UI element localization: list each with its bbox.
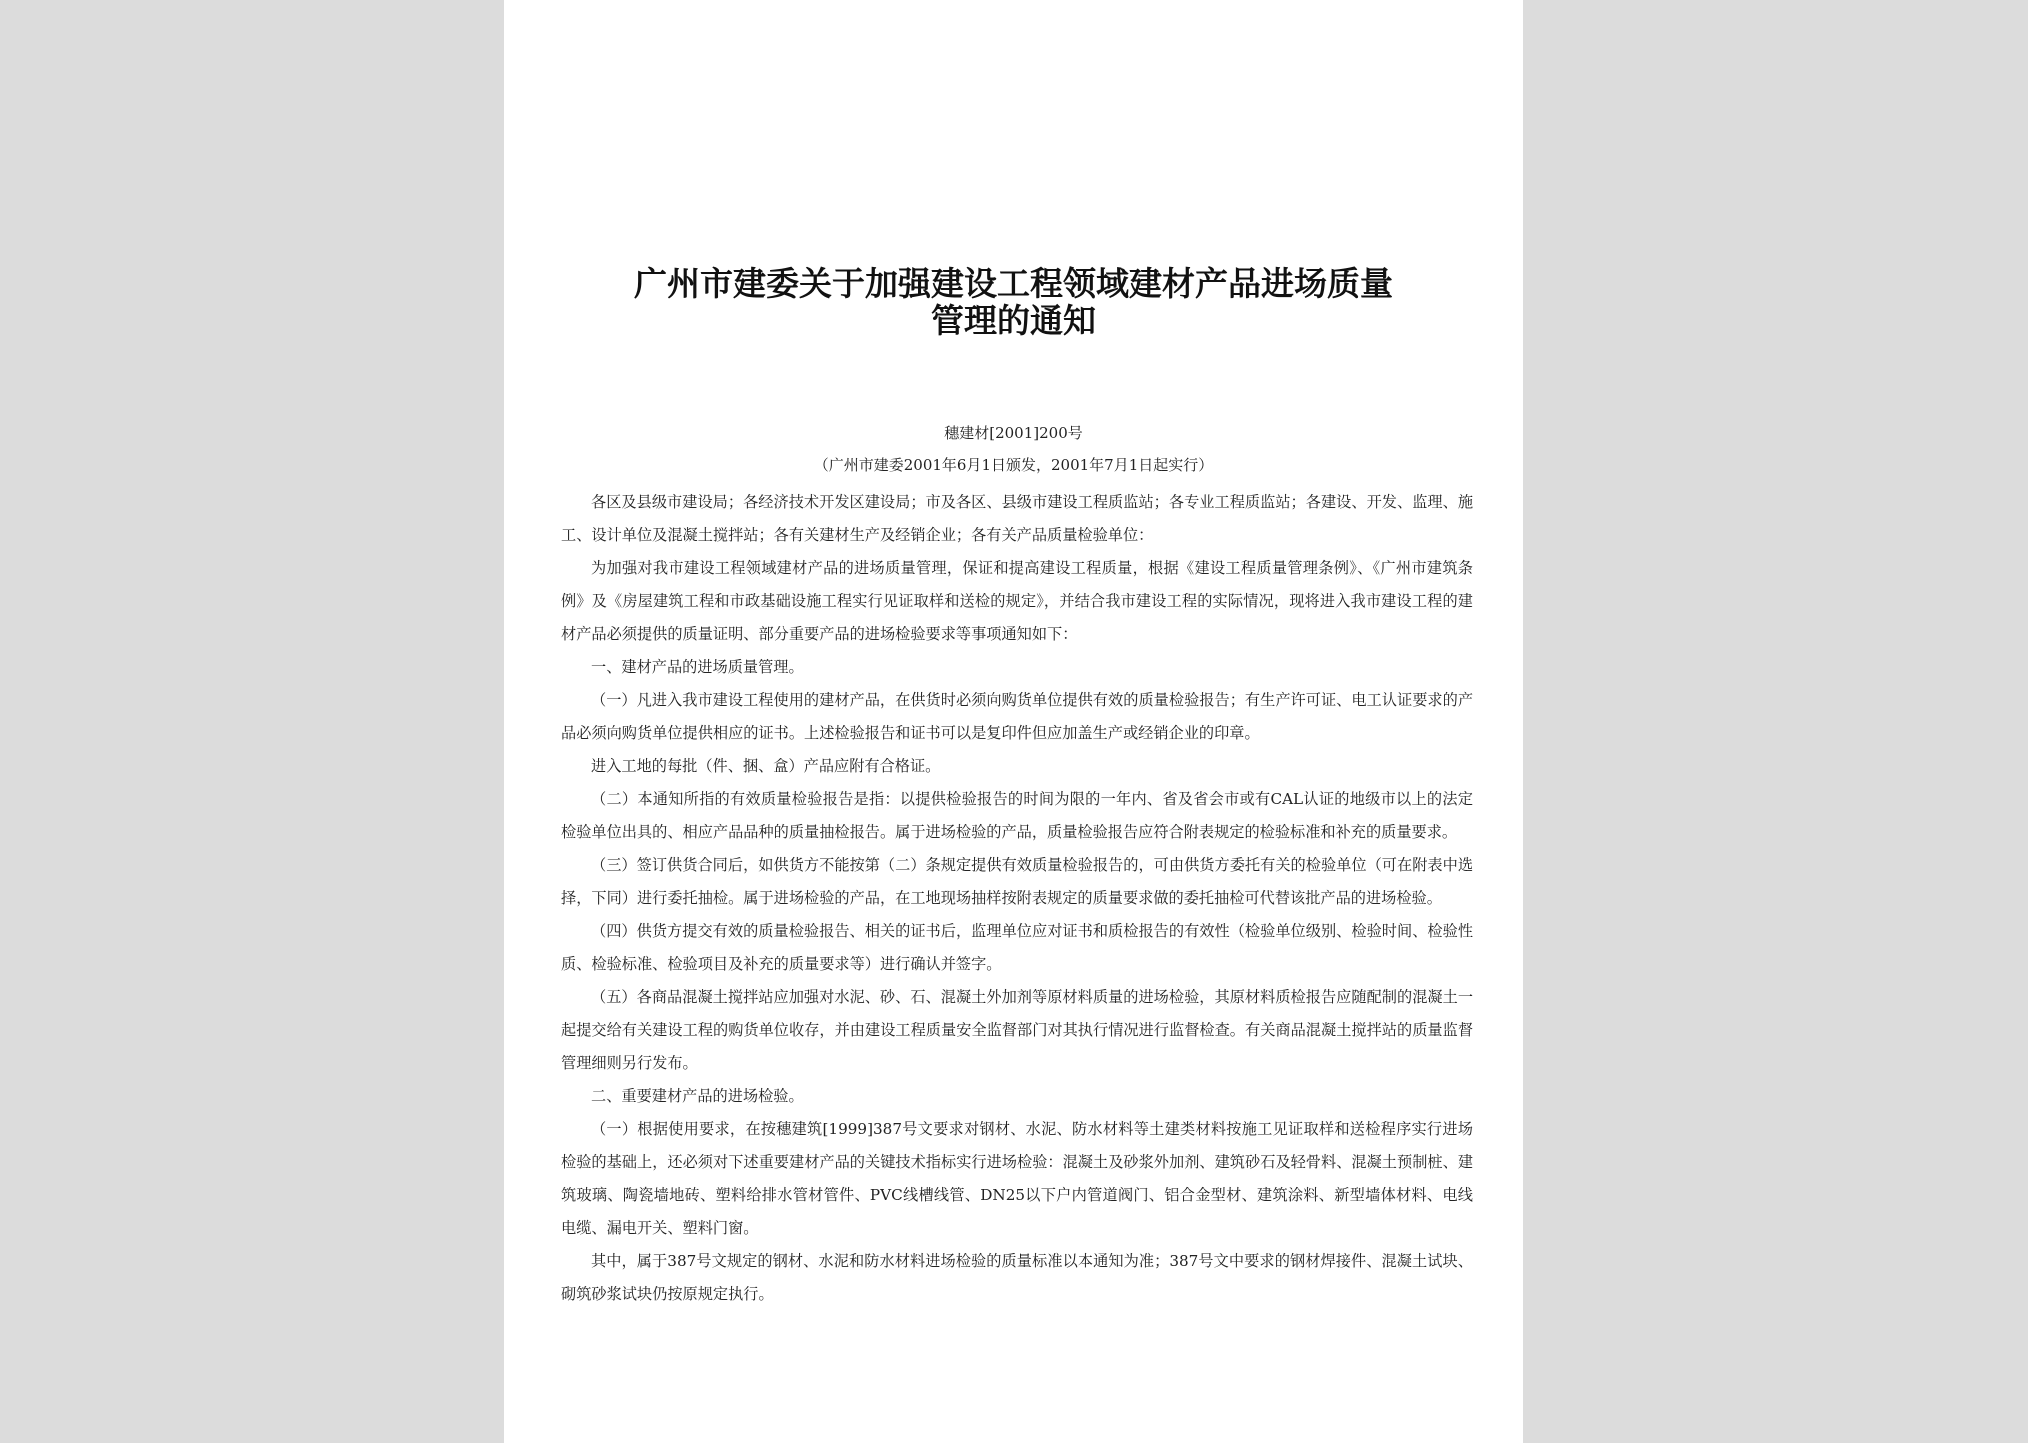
paragraph-item: （一）根据使用要求，在按穗建筑[1999]387号文要求对钢材、水泥、防水材料等土建类材料按施工见证取样和送检程序实行进场检验的基础上，还必须对下述重要建材产品的关键技术指标实行进场检验：混凝土及砂浆外加剂、建筑砂石及轻骨料、混凝土预制桩、建筑玻璃、陶瓷墙地砖、塑料给排水管材管件、PVC线槽线管、DN25以下户内管道阀门、铝合金型材、建筑涂料、新型墙体材料、电线电缆、漏电开关、塑料门窗。 (561, 1120, 1473, 1237)
paragraph-item: （二）本通知所指的有效质量检验报告是指：以提供检验报告的时间为限的一年内、省及省会市或有CAL认证的地级市以上的法定检验单位出具的、相应产品品种的质量抽检报告。属于进场检验的产品，质量检验报告应符合附表规定的检验标准和补充的质量要求。 (561, 790, 1473, 841)
paragraph-item: （一）凡进入我市建设工程使用的建材产品，在供货时必须向购货单位提供有效的质量检验报告；有生产许可证、电工认证要求的产品必须向购货单位提供相应的证书。上述检验报告和证书可以是复印件但应加盖生产或经销企业的印章。 (561, 691, 1473, 742)
paragraph-item: 进入工地的每批（件、捆、盒）产品应附有合格证。 (591, 757, 941, 775)
document-title-line-1: 广州市建委关于加强建设工程领域建材产品进场质量 (634, 264, 1393, 303)
paragraph-item: （四）供货方提交有效的质量检验报告、相关的证书后，监理单位应对证书和质检报告的有效性（检验单位级别、检验时间、检验性质、检验标准、检验项目及补充的质量要求等）进行确认并签字。 (561, 922, 1473, 973)
paragraph-item: 其中，属于387号文规定的钢材、水泥和防水材料进场检验的质量标准以本通知为准；387号文中要求的钢材焊接件、混凝土试块、砌筑砂浆试块仍按原规定执行。 (561, 1252, 1473, 1303)
paragraph-intro: 为加强对我市建设工程领域建材产品的进场质量管理，保证和提高建设工程质量，根据《建设工程质量管理条例》、《广州市建筑条例》及《房屋建筑工程和市政基础设施工程实行见证取样和送检的规定》，并结合我市建设工程的实际情况，现将进入我市建设工程的建材产品必须提供的质量证明、部分重要产品的进场检验要求等事项通知如下： (561, 559, 1473, 643)
issue-date-note: （广州市建委2001年6月1日颁发，2001年7月1日起实行） (813, 456, 1214, 474)
document-number: 穗建材[2001]200号 (944, 424, 1083, 442)
paragraph-item: （三）签订供货合同后，如供货方不能按第（二）条规定提供有效质量检验报告的，可由供货方委托有关的检验单位（可在附表中选择，下同）进行委托抽检。属于进场检验的产品，在工地现场抽样按附表规定的质量要求做的委托抽检可代替该批产品的进场检验。 (561, 856, 1473, 907)
document-title-line-2: 管理的通知 (931, 301, 1096, 340)
section-heading-2: 二、重要建材产品的进场检验。 (591, 1087, 804, 1105)
paragraph-addressees: 各区及县级市建设局；各经济技术开发区建设局；市及各区、县级市建设工程质监站；各专业工程质监站；各建设、开发、监理、施工、设计单位及混凝土搅拌站；各有关建材生产及经销企业；各有关产品质量检验单位： (561, 493, 1473, 544)
paragraph-item: （五）各商品混凝土搅拌站应加强对水泥、砂、石、混凝土外加剂等原材料质量的进场检验，其原材料质检报告应随配制的混凝土一起提交给有关建设工程的购货单位收存，并由建设工程质量安全监督部门对其执行情况进行监督检查。有关商品混凝土搅拌站的质量监督管理细则另行发布。 (561, 988, 1473, 1072)
document-page (504, 0, 1523, 1443)
document-body (561, 486, 1473, 1311)
section-heading-1: 一、建材产品的进场质量管理。 (591, 658, 804, 676)
